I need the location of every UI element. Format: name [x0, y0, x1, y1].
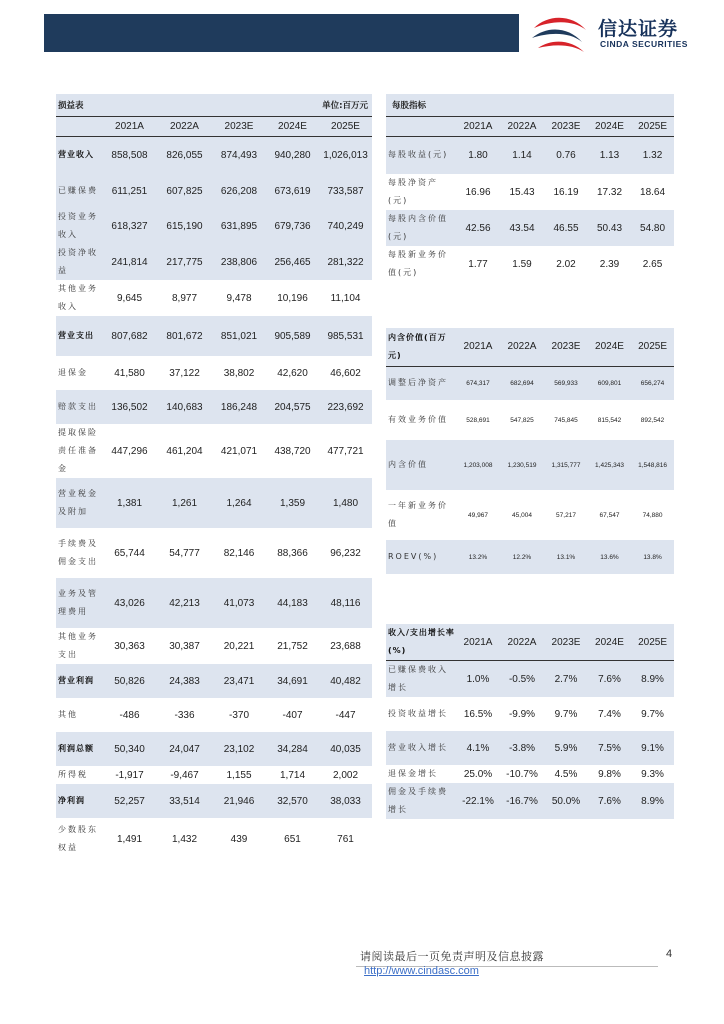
row-label: 投资收益增长	[386, 697, 456, 731]
row-value: 528,691	[456, 400, 500, 440]
table-row	[56, 784, 372, 818]
table-row	[386, 661, 674, 698]
row-label: 利润总额	[56, 732, 102, 766]
row-value: 41,073	[212, 578, 266, 628]
income-statement-table	[56, 94, 372, 860]
row-value: 20,221	[212, 628, 266, 664]
row-value: 13.2%	[456, 540, 500, 574]
row-value: 7.4%	[588, 697, 631, 731]
row-label: 已赚保费	[56, 174, 102, 208]
row-value: 46,602	[319, 356, 372, 390]
row-value: 874,493	[212, 136, 266, 174]
row-value: 223,692	[319, 390, 372, 424]
row-value: 1.32	[631, 136, 674, 174]
row-value: 1,261	[157, 478, 212, 528]
row-label: 投资净收益	[56, 244, 102, 280]
table-row	[56, 528, 372, 578]
row-value: 52,257	[102, 784, 157, 818]
row-value: 136,502	[102, 390, 157, 424]
table-row	[56, 280, 372, 316]
row-value: 204,575	[266, 390, 319, 424]
row-value: 37,122	[157, 356, 212, 390]
table-row	[386, 697, 674, 731]
row-value: 46.55	[544, 210, 588, 246]
row-value: 67,547	[588, 490, 631, 540]
table-title-row	[56, 94, 372, 116]
table-row	[56, 136, 372, 174]
row-value: 65,744	[102, 528, 157, 578]
row-value: 1.13	[588, 136, 631, 174]
row-value: 42.56	[456, 210, 500, 246]
section-header-row	[386, 116, 674, 136]
row-value: 615,190	[157, 208, 212, 244]
row-label: 每股内含价值(元)	[386, 210, 456, 246]
row-value: 23,471	[212, 664, 266, 698]
table-row	[56, 174, 372, 208]
row-label: 营业利润	[56, 664, 102, 698]
row-value: -10.7%	[500, 765, 544, 783]
row-value: 1,264	[212, 478, 266, 528]
row-value: 16.19	[544, 174, 588, 210]
row-value: 43,026	[102, 578, 157, 628]
row-value: 1,359	[266, 478, 319, 528]
section-title: 收入/支出增长率(%)	[386, 624, 456, 661]
row-value: 607,825	[157, 174, 212, 208]
row-value: -9,467	[157, 766, 212, 784]
row-value: 217,775	[157, 244, 212, 280]
row-value: 1,432	[157, 818, 212, 860]
row-value: 679,736	[266, 208, 319, 244]
header-cell: 2024E	[266, 116, 319, 136]
row-value: 2.7%	[544, 661, 588, 698]
row-value: -16.7%	[500, 783, 544, 819]
header-cell: 2025E	[319, 116, 372, 136]
row-value: 651	[266, 818, 319, 860]
page-footer	[360, 948, 673, 977]
row-value: 42,620	[266, 356, 319, 390]
row-value: -22.1%	[456, 783, 500, 819]
row-value: 1,425,343	[588, 440, 631, 490]
row-label: 赔款支出	[56, 390, 102, 424]
row-value: 8.9%	[631, 661, 674, 698]
row-value: 9.1%	[631, 731, 674, 765]
row-value: 256,465	[266, 244, 319, 280]
row-value: 892,542	[631, 400, 674, 440]
row-value: 43.54	[500, 210, 544, 246]
page-number: 4	[666, 948, 673, 960]
row-value: 11,104	[319, 280, 372, 316]
row-value: 740,249	[319, 208, 372, 244]
logo-text-cn: 信达证券	[598, 18, 679, 40]
row-label: 少数股东权益	[56, 818, 102, 860]
row-label: 一年新业务价值	[386, 490, 456, 540]
row-value: 50,340	[102, 732, 157, 766]
row-value: 24,383	[157, 664, 212, 698]
row-value: 186,248	[212, 390, 266, 424]
spacer-row	[386, 574, 674, 624]
table-row	[386, 174, 674, 210]
header-bar	[44, 14, 519, 52]
row-value: 631,895	[212, 208, 266, 244]
header-cell: 2024E	[588, 624, 631, 661]
row-value: 461,204	[157, 424, 212, 478]
header-cell: 2022A	[157, 116, 212, 136]
header-cell: 2024E	[588, 328, 631, 366]
row-label: 所得税	[56, 766, 102, 784]
header-cell: 2025E	[631, 328, 674, 366]
row-label: 营业税金及附加	[56, 478, 102, 528]
row-value: 1,203,008	[456, 440, 500, 490]
row-label: 有效业务价值	[386, 400, 456, 440]
row-value: 15.43	[500, 174, 544, 210]
row-value: 9,478	[212, 280, 266, 316]
row-value: 673,619	[266, 174, 319, 208]
table-row	[56, 628, 372, 664]
row-value: 34,284	[266, 732, 319, 766]
row-value: 54,777	[157, 528, 212, 578]
row-label: 投资业务收入	[56, 208, 102, 244]
table-row	[386, 765, 674, 783]
row-label: 退保金增长	[386, 765, 456, 783]
row-label: 营业收入	[56, 136, 102, 174]
row-label: 其他业务收入	[56, 280, 102, 316]
row-value: 1,155	[212, 766, 266, 784]
row-value: 815,542	[588, 400, 631, 440]
table-row	[56, 766, 372, 784]
row-value: 88,366	[266, 528, 319, 578]
row-label: 其他业务支出	[56, 628, 102, 664]
row-value: 21,752	[266, 628, 319, 664]
header-cell: 2022A	[500, 624, 544, 661]
table-row	[386, 136, 674, 174]
row-value: 4.1%	[456, 731, 500, 765]
row-value: 4.5%	[544, 765, 588, 783]
row-value: 7.6%	[588, 783, 631, 819]
row-value: 9.8%	[588, 765, 631, 783]
table-row	[386, 400, 674, 440]
spacer-cell	[386, 574, 674, 624]
row-value: 50,826	[102, 664, 157, 698]
table-row	[56, 698, 372, 732]
row-label: ROEV(%)	[386, 540, 456, 574]
row-value: 1,026,013	[319, 136, 372, 174]
row-value: -1,917	[102, 766, 157, 784]
row-value: 24,047	[157, 732, 212, 766]
row-value: 447,296	[102, 424, 157, 478]
row-value: 13.1%	[544, 540, 588, 574]
row-value: 49,967	[456, 490, 500, 540]
row-value: 281,322	[319, 244, 372, 280]
row-value: -370	[212, 698, 266, 732]
row-value: 2.65	[631, 246, 674, 282]
spacer-cell	[386, 282, 674, 328]
row-value: 9,645	[102, 280, 157, 316]
row-value: 985,531	[319, 316, 372, 356]
row-value: 1,714	[266, 766, 319, 784]
table-row	[386, 540, 674, 574]
table-unit: 单位:百万元	[266, 94, 372, 116]
row-value: 2.39	[588, 246, 631, 282]
row-value: 851,021	[212, 316, 266, 356]
row-value: 1.59	[500, 246, 544, 282]
row-value: 761	[319, 818, 372, 860]
table-row	[56, 244, 372, 280]
row-value: 1,230,519	[500, 440, 544, 490]
row-value: 23,688	[319, 628, 372, 664]
row-value: 1.0%	[456, 661, 500, 698]
row-label: 内含价值	[386, 440, 456, 490]
row-label: 其他	[56, 698, 102, 732]
cinda-logo	[528, 12, 718, 56]
table-row	[386, 246, 674, 282]
table-row	[56, 356, 372, 390]
row-value: 17.32	[588, 174, 631, 210]
row-value: 21,946	[212, 784, 266, 818]
row-label: 营业收入增长	[386, 731, 456, 765]
row-value: 140,683	[157, 390, 212, 424]
row-value: 30,387	[157, 628, 212, 664]
row-value: 1,315,777	[544, 440, 588, 490]
header-cell: 2021A	[456, 624, 500, 661]
row-value: 25.0%	[456, 765, 500, 783]
row-value: 74,880	[631, 490, 674, 540]
row-value: 438,720	[266, 424, 319, 478]
row-label: 每股新业务价值(元)	[386, 246, 456, 282]
row-value: 2.02	[544, 246, 588, 282]
section-title: 每股指标	[386, 94, 674, 116]
row-value: 16.5%	[456, 697, 500, 731]
row-label: 提取保险责任准备金	[56, 424, 102, 478]
row-value: 48,116	[319, 578, 372, 628]
row-label: 调整后净资产	[386, 366, 456, 400]
row-value: 1.14	[500, 136, 544, 174]
row-value: 32,570	[266, 784, 319, 818]
footer-link[interactable]: http://www.cindasc.com	[364, 965, 479, 977]
row-value: 82,146	[212, 528, 266, 578]
footer-disclaimer: 请阅读最后一页免责声明及信息披露	[360, 950, 544, 963]
table-row	[56, 424, 372, 478]
row-value: 1,480	[319, 478, 372, 528]
row-value: -0.5%	[500, 661, 544, 698]
row-value: 50.0%	[544, 783, 588, 819]
indicators-body	[386, 94, 674, 861]
table-row	[56, 478, 372, 528]
table-row	[56, 208, 372, 244]
row-value: 1.80	[456, 136, 500, 174]
row-value: 1,491	[102, 818, 157, 860]
row-value: 9.7%	[631, 697, 674, 731]
table-row	[386, 440, 674, 490]
header-cell: 2022A	[500, 116, 544, 136]
row-value: 54.80	[631, 210, 674, 246]
row-label: 每股净资产(元)	[386, 174, 456, 210]
section-header-row	[386, 624, 674, 661]
row-value: 57,217	[544, 490, 588, 540]
row-label: 已赚保费收入增长	[386, 661, 456, 698]
row-value: 674,317	[456, 366, 500, 400]
row-value: -9.9%	[500, 697, 544, 731]
row-value: 33,514	[157, 784, 212, 818]
row-value: 40,482	[319, 664, 372, 698]
row-value: 801,672	[157, 316, 212, 356]
row-value: 421,071	[212, 424, 266, 478]
row-value: 44,183	[266, 578, 319, 628]
row-value: 96,232	[319, 528, 372, 578]
logo-text-en: CINDA SECURITIES	[600, 39, 688, 49]
row-value: 12.2%	[500, 540, 544, 574]
header-cell: 2025E	[631, 624, 674, 661]
row-label: 净利润	[56, 784, 102, 818]
row-value: 547,825	[500, 400, 544, 440]
row-value: 609,801	[588, 366, 631, 400]
table-row	[56, 316, 372, 356]
table-row	[56, 732, 372, 766]
indicators-table	[386, 94, 674, 861]
header-cell: 2023E	[544, 328, 588, 366]
spacer-row	[386, 282, 674, 328]
row-value: 8.9%	[631, 783, 674, 819]
row-value: 241,814	[102, 244, 157, 280]
row-value: -336	[157, 698, 212, 732]
table-title: 损益表	[56, 94, 266, 116]
section-title-row	[386, 94, 674, 116]
row-label: 手续费及佣金支出	[56, 528, 102, 578]
table-row	[386, 731, 674, 765]
row-label: 佣金及手续费增长	[386, 783, 456, 819]
row-value: 682,694	[500, 366, 544, 400]
row-value: 40,035	[319, 732, 372, 766]
row-value: 50.43	[588, 210, 631, 246]
row-value: 826,055	[157, 136, 212, 174]
row-value: -407	[266, 698, 319, 732]
header-cell: 2021A	[456, 328, 500, 366]
row-value: 905,589	[266, 316, 319, 356]
row-value: 41,580	[102, 356, 157, 390]
row-label: 退保金	[56, 356, 102, 390]
row-value: 30,363	[102, 628, 157, 664]
row-value: 13.6%	[588, 540, 631, 574]
row-value: 2,002	[319, 766, 372, 784]
row-value: 1,381	[102, 478, 157, 528]
row-value: -486	[102, 698, 157, 732]
row-value: 1.77	[456, 246, 500, 282]
spacer-row	[386, 819, 674, 861]
row-value: 807,682	[102, 316, 157, 356]
row-value: -447	[319, 698, 372, 732]
section-header-row	[386, 328, 674, 366]
header-cell-blank	[386, 116, 456, 136]
row-value: 940,280	[266, 136, 319, 174]
row-value: 656,274	[631, 366, 674, 400]
row-value: 8,977	[157, 280, 212, 316]
header-cell: 2024E	[588, 116, 631, 136]
row-label: 业务及管理费用	[56, 578, 102, 628]
row-value: 5.9%	[544, 731, 588, 765]
header-cell: 2021A	[456, 116, 500, 136]
table-header-row	[56, 116, 372, 136]
header-cell: 2025E	[631, 116, 674, 136]
table-row	[386, 783, 674, 819]
income-statement-body	[56, 94, 372, 860]
table-row	[386, 490, 674, 540]
row-value: 45,004	[500, 490, 544, 540]
table-row	[56, 664, 372, 698]
row-value: 626,208	[212, 174, 266, 208]
row-value: 477,721	[319, 424, 372, 478]
row-value: 7.5%	[588, 731, 631, 765]
table-row	[56, 818, 372, 860]
row-label: 每股收益(元)	[386, 136, 456, 174]
row-value: 1,548,816	[631, 440, 674, 490]
spacer-cell	[386, 819, 674, 861]
row-value: 0.76	[544, 136, 588, 174]
row-value: 618,327	[102, 208, 157, 244]
row-value: 34,691	[266, 664, 319, 698]
row-value: 9.3%	[631, 765, 674, 783]
row-value: 18.64	[631, 174, 674, 210]
row-value: 42,213	[157, 578, 212, 628]
row-value: 10,196	[266, 280, 319, 316]
header-cell: 2023E	[544, 624, 588, 661]
row-label: 营业支出	[56, 316, 102, 356]
row-value: 238,806	[212, 244, 266, 280]
table-row	[56, 578, 372, 628]
row-value: 9.7%	[544, 697, 588, 731]
row-value: 611,251	[102, 174, 157, 208]
table-row	[386, 210, 674, 246]
row-value: -3.8%	[500, 731, 544, 765]
row-value: 13.8%	[631, 540, 674, 574]
row-value: 733,587	[319, 174, 372, 208]
row-value: 23,102	[212, 732, 266, 766]
row-value: 569,933	[544, 366, 588, 400]
table-row	[56, 390, 372, 424]
row-value: 858,508	[102, 136, 157, 174]
row-value: 7.6%	[588, 661, 631, 698]
row-value: 439	[212, 818, 266, 860]
row-value: 38,802	[212, 356, 266, 390]
table-row	[386, 366, 674, 400]
row-value: 38,033	[319, 784, 372, 818]
header-cell: 2022A	[500, 328, 544, 366]
header-cell: 2021A	[102, 116, 157, 136]
row-value: 16.96	[456, 174, 500, 210]
row-value: 745,845	[544, 400, 588, 440]
section-title: 内含价值(百万元)	[386, 328, 456, 366]
logo-mark	[528, 12, 592, 56]
header-cell-blank	[56, 116, 102, 136]
header-cell: 2023E	[212, 116, 266, 136]
header-cell: 2023E	[544, 116, 588, 136]
